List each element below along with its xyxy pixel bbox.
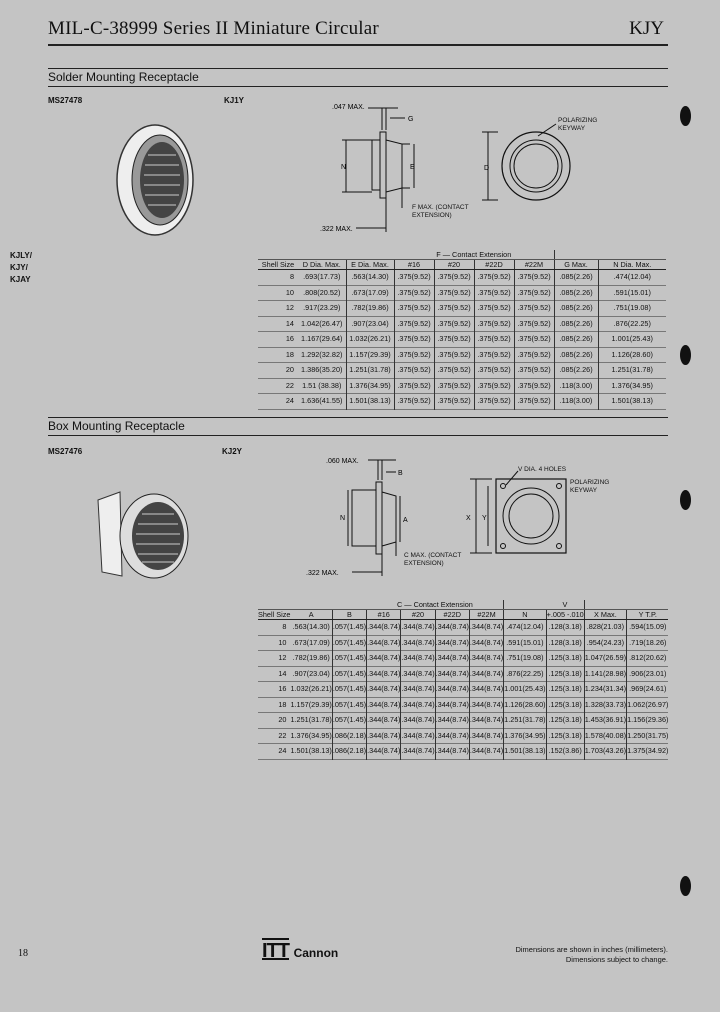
box-front-view-diagram <box>462 465 572 565</box>
column-header: Y T.P. <box>627 610 669 620</box>
shell-size-cell: 8 <box>282 622 287 631</box>
table-cell: .057(1.45) <box>332 666 366 682</box>
shell-size-cell: 10 <box>285 287 294 297</box>
table-cell: .344(8.74) <box>469 682 503 698</box>
table-cell: 1.453(36.91) <box>584 713 626 729</box>
column-header: N <box>504 610 546 620</box>
shell-size-cell: 8 <box>289 272 294 281</box>
binder-hole <box>680 490 691 510</box>
table-cell: .344(8.74) <box>367 744 401 760</box>
table-cell: .907(23.04) <box>346 316 394 332</box>
table-cell: .375(9.52) <box>394 316 434 332</box>
section-rule-top <box>48 417 668 418</box>
table-cell: .375(9.52) <box>474 347 514 363</box>
table-cell: .128(3.18) <box>546 635 584 651</box>
shell-size-cell: 14 <box>285 318 294 328</box>
table-cell: .375(9.52) <box>474 316 514 332</box>
side-label: KJY/ <box>10 263 28 272</box>
table-cell: 1.001(25.43) <box>504 682 546 698</box>
solder-dimensions-table <box>258 250 666 410</box>
table-cell: .751(19.08) <box>504 651 546 667</box>
table-row <box>258 285 666 301</box>
mil-part-number: MS27478 <box>48 96 83 105</box>
n-label: N <box>340 515 346 522</box>
table-cell: .125(3.18) <box>546 651 584 667</box>
table-cell: .782(19.86) <box>290 651 332 667</box>
table-cell: 1.328(33.73) <box>584 697 626 713</box>
table-cell: .375(9.52) <box>394 332 434 348</box>
table-cell: .375(9.52) <box>514 394 554 410</box>
table-cell: .344(8.74) <box>435 744 469 760</box>
table-row <box>258 270 666 286</box>
table-cell: .344(8.74) <box>367 682 401 698</box>
a-label: A <box>403 517 408 524</box>
table-row <box>258 666 668 682</box>
table-cell: 1.042(26.47) <box>298 316 346 332</box>
table-cell: .344(8.74) <box>435 713 469 729</box>
table-cell: .375(9.52) <box>474 285 514 301</box>
brand-text: ITT <box>262 940 289 962</box>
table-cell: .812(20.62) <box>629 653 667 662</box>
table-row <box>258 682 668 698</box>
g-dim-label: .047 MAX. <box>332 104 365 111</box>
table-row <box>258 651 668 667</box>
table-cell: .906(23.01) <box>629 668 667 678</box>
table-cell: .344(8.74) <box>367 635 401 651</box>
table-cell: 1.376(34.95) <box>504 728 546 744</box>
table-cell: 1.376(34.95) <box>611 380 653 390</box>
table-cell: 1.156(29.36) <box>627 715 669 724</box>
table-cell: .344(8.74) <box>367 666 401 682</box>
series-code: KJY <box>629 18 664 39</box>
table-cell: .344(8.74) <box>435 666 469 682</box>
d-label: D <box>484 165 490 172</box>
table-cell: .375(9.52) <box>434 378 474 394</box>
table-row <box>258 301 666 317</box>
table-cell: .782(19.86) <box>346 301 394 317</box>
table-row <box>258 744 668 760</box>
binder-hole <box>680 106 691 126</box>
b-label: B <box>398 470 403 477</box>
f-group-header: F — Contact Extension <box>394 250 554 260</box>
table-cell: .375(9.52) <box>394 363 434 379</box>
table-cell: .057(1.45) <box>332 635 366 651</box>
table-cell: .375(9.52) <box>434 347 474 363</box>
table-cell: .375(9.52) <box>434 363 474 379</box>
table-cell: .673(17.09) <box>290 635 332 651</box>
table-cell: .375(9.52) <box>514 285 554 301</box>
table-cell: .751(19.08) <box>613 303 651 312</box>
itt-cannon-logo <box>262 940 338 963</box>
table-cell: .344(8.74) <box>435 635 469 651</box>
table-cell: .344(8.74) <box>435 697 469 713</box>
table-cell: .344(8.74) <box>401 697 435 713</box>
table-cell: .954(24.23) <box>584 635 626 651</box>
table-cell: .594(15.09) <box>629 622 667 631</box>
table-cell: .344(8.74) <box>435 651 469 667</box>
table-row <box>258 697 668 713</box>
table-cell: .057(1.45) <box>332 620 366 636</box>
table-cell: .085(2.26) <box>554 285 598 301</box>
connector-photo-solder <box>100 115 195 245</box>
table-cell: .057(1.45) <box>332 697 366 713</box>
bottom-dim-label: .322 MAX. <box>320 226 353 233</box>
table-cell: .719(18.26) <box>629 637 667 647</box>
model-number: KJ2Y <box>222 447 243 456</box>
table-cell: .375(9.52) <box>514 301 554 317</box>
table-cell: .344(8.74) <box>469 713 503 729</box>
g-label: G <box>408 116 414 123</box>
dimension-note-line1: Dimensions are shown in inches (millimeters). <box>515 945 668 954</box>
column-header: #22M <box>514 260 554 270</box>
table-cell: .876(22.25) <box>504 666 546 682</box>
mil-part-number: MS27476 <box>48 447 83 456</box>
table-cell: 1.001(25.43) <box>611 334 653 343</box>
column-header: X Max. <box>584 610 626 620</box>
shell-size-cell: 12 <box>278 653 287 662</box>
table-cell: .375(9.52) <box>394 347 434 363</box>
table-cell: .375(9.52) <box>394 270 434 286</box>
column-header: +.005 -.010 <box>546 610 584 619</box>
table-cell: 1.047(26.59) <box>584 651 626 667</box>
table-cell: .375(9.52) <box>474 394 514 410</box>
table-cell: .375(9.52) <box>434 270 474 286</box>
table-cell: 1.126(28.60) <box>504 697 546 713</box>
table-cell: 1.167(29.64) <box>298 332 346 348</box>
column-header: A <box>290 610 332 620</box>
table-cell: 1.578(40.08) <box>584 728 626 744</box>
table-cell: .344(8.74) <box>367 713 401 729</box>
table-cell: 1.292(32.82) <box>298 347 346 363</box>
column-header: Shell Size <box>258 260 298 270</box>
table-cell: .344(8.74) <box>401 651 435 667</box>
table-cell: .085(2.26) <box>554 301 598 317</box>
table-cell: .375(9.52) <box>474 363 514 379</box>
c-group-header: C — Contact Extension <box>367 600 504 610</box>
dimension-note-line2: Dimensions subject to change. <box>565 955 668 964</box>
table-cell: .375(9.52) <box>394 285 434 301</box>
column-header: B <box>332 610 366 620</box>
table-cell: .344(8.74) <box>435 682 469 698</box>
table-cell: .344(8.74) <box>469 620 503 636</box>
holes-note: V DIA. 4 HOLES <box>518 466 567 473</box>
table-cell: .086(2.18) <box>332 728 366 744</box>
table-cell: 1.032(26.21) <box>290 682 332 698</box>
table-cell: .125(3.18) <box>546 697 584 713</box>
f-note: F MAX. (CONTACT EXTENSION) <box>412 204 469 219</box>
page-number: 18 <box>18 948 28 959</box>
column-header: G Max. <box>554 260 598 270</box>
shell-size-cell: 20 <box>278 715 287 724</box>
table-cell: .344(8.74) <box>469 697 503 713</box>
table-cell: .375(9.52) <box>474 270 514 286</box>
table-cell: .591(15.01) <box>613 287 651 297</box>
table-cell: 1.141(28.98) <box>584 666 626 682</box>
table-cell: .375(9.52) <box>394 394 434 410</box>
table-cell: .375(9.52) <box>394 378 434 394</box>
table-row <box>258 347 666 363</box>
table-cell: .563(14.30) <box>346 270 394 286</box>
table-cell: 1.062(26.97) <box>627 699 669 709</box>
table-cell: .085(2.26) <box>554 363 598 379</box>
header-rule <box>48 44 668 46</box>
column-header: N Dia. Max. <box>598 260 666 270</box>
table-cell: 1.51 (38.38) <box>298 378 346 394</box>
table-cell: .085(2.26) <box>554 316 598 332</box>
table-cell: .086(2.18) <box>332 744 366 760</box>
table-cell: .474(12.04) <box>504 620 546 636</box>
table-cell: .344(8.74) <box>401 728 435 744</box>
b-dim-label: .060 MAX. <box>326 458 359 465</box>
table-row <box>258 728 668 744</box>
n-label: N <box>341 164 347 171</box>
table-cell: 1.157(29.39) <box>290 697 332 713</box>
shell-size-cell: 22 <box>285 380 294 390</box>
table-cell: .344(8.74) <box>367 620 401 636</box>
table-cell: .344(8.74) <box>401 682 435 698</box>
table-cell: .375(9.52) <box>514 270 554 286</box>
table-cell: .474(12.04) <box>613 272 651 281</box>
section-title-box: Box Mounting Receptacle <box>48 419 185 433</box>
table-cell: 1.501(38.13) <box>611 396 653 405</box>
column-header: Shell Size <box>258 610 291 619</box>
table-cell: .375(9.52) <box>394 301 434 317</box>
shell-size-cell: 10 <box>278 637 287 647</box>
table-cell: .969(24.61) <box>629 684 667 693</box>
side-labels <box>10 250 32 286</box>
table-cell: 1.501(38.13) <box>346 394 394 410</box>
table-cell: .085(2.26) <box>554 347 598 363</box>
table-cell: .375(9.52) <box>474 332 514 348</box>
table-cell: .344(8.74) <box>469 728 503 744</box>
column-header: #16 <box>394 260 434 270</box>
table-cell: 1.251(31.78) <box>611 365 653 374</box>
shell-size-cell: 12 <box>285 303 294 312</box>
table-cell: 1.251(31.78) <box>290 713 332 729</box>
table-row <box>258 363 666 379</box>
table-cell: .057(1.45) <box>332 651 366 667</box>
section-title-solder: Solder Mounting Receptacle <box>48 70 199 84</box>
table-cell: .344(8.74) <box>401 744 435 760</box>
binder-hole <box>680 345 691 365</box>
table-cell: .125(3.18) <box>546 666 584 682</box>
table-cell: .344(8.74) <box>401 635 435 651</box>
column-header: #20 <box>434 260 474 270</box>
table-cell: .375(9.52) <box>474 378 514 394</box>
column-header: #22D <box>435 610 469 620</box>
table-cell: .344(8.74) <box>469 744 503 760</box>
column-header: #22D <box>474 260 514 270</box>
section-rule-bottom <box>48 435 668 436</box>
table-cell: .876(22.25) <box>613 318 651 328</box>
table-cell: .344(8.74) <box>469 651 503 667</box>
table-row <box>258 394 666 410</box>
connector-photo-box <box>92 480 202 590</box>
table-cell: .828(21.03) <box>584 620 626 636</box>
table-cell: .693(17.73) <box>298 270 346 286</box>
shell-size-cell: 24 <box>285 396 294 405</box>
table-row <box>258 332 666 348</box>
table-cell: 1.376(34.95) <box>346 378 394 394</box>
table-cell: .057(1.45) <box>332 713 366 729</box>
shell-size-cell: 18 <box>285 349 294 359</box>
dimension-note <box>515 945 668 965</box>
c-note: C MAX. (CONTACT EXTENSION) <box>404 552 462 567</box>
binder-hole <box>680 876 691 896</box>
shell-size-cell: 24 <box>278 746 287 755</box>
table-cell: .375(9.52) <box>434 301 474 317</box>
table-cell: 1.251(31.78) <box>346 363 394 379</box>
table-cell: .057(1.45) <box>332 682 366 698</box>
table-cell: 1.234(31.34) <box>584 682 626 698</box>
table-cell: .375(9.52) <box>514 378 554 394</box>
table-cell: .118(3.00) <box>554 394 598 410</box>
table-cell: .907(23.04) <box>290 666 332 682</box>
table-cell: .344(8.74) <box>367 697 401 713</box>
brand-sub-text: Cannon <box>293 946 339 960</box>
table-cell: .375(9.52) <box>514 316 554 332</box>
table-cell: .917(23.29) <box>298 301 346 317</box>
table-cell: .375(9.52) <box>434 316 474 332</box>
table-cell: .344(8.74) <box>367 651 401 667</box>
column-header: D Dia. Max. <box>298 260 346 270</box>
shell-size-cell: 14 <box>278 668 287 678</box>
keyway-note-1: POLARIZING KEYWAY <box>558 117 598 132</box>
shell-size-cell: 16 <box>285 334 294 343</box>
table-cell: .375(9.52) <box>434 394 474 410</box>
table-row <box>258 713 668 729</box>
table-cell: .375(9.52) <box>434 285 474 301</box>
table-cell: .808(20.52) <box>298 285 346 301</box>
column-header: #20 <box>401 610 435 620</box>
table-cell: 1.376(34.95) <box>290 728 332 744</box>
table-cell: .344(8.74) <box>401 713 435 729</box>
column-header: E Dia. Max. <box>346 260 394 270</box>
table-cell: 1.501(38.13) <box>504 744 546 760</box>
shell-size-cell: 16 <box>278 684 287 693</box>
table-cell: 1.251(31.78) <box>504 713 546 729</box>
table-row <box>258 378 666 394</box>
table-cell: .563(14.30) <box>290 620 332 636</box>
table-cell: .118(3.00) <box>554 378 598 394</box>
table-cell: .375(9.52) <box>514 347 554 363</box>
table-cell: 1.386(35.20) <box>298 363 346 379</box>
shell-size-cell: 18 <box>278 699 287 709</box>
table-cell: .344(8.74) <box>435 620 469 636</box>
table-cell: .375(9.52) <box>474 301 514 317</box>
table-cell: .085(2.26) <box>554 332 598 348</box>
table-cell: 1.703(43.26) <box>584 744 626 760</box>
section-rule-top <box>48 68 668 69</box>
model-number: KJ1Y <box>224 96 245 105</box>
table-cell: 1.636(41.55) <box>298 394 346 410</box>
table-cell: .344(8.74) <box>367 728 401 744</box>
table-cell: .344(8.74) <box>469 635 503 651</box>
table-cell: .125(3.18) <box>546 713 584 729</box>
table-cell: 1.375(34.92) <box>627 746 669 755</box>
table-cell: .128(3.18) <box>546 620 584 636</box>
table-cell: .344(8.74) <box>435 728 469 744</box>
box-dimensions-table <box>258 600 668 760</box>
side-label: KJAY <box>10 275 31 284</box>
x-label: X <box>466 515 471 522</box>
table-cell: 1.501(38.13) <box>290 744 332 760</box>
column-header: #16 <box>367 610 401 620</box>
table-cell: .344(8.74) <box>401 666 435 682</box>
v-header: V <box>546 600 584 610</box>
table-cell: .085(2.26) <box>554 270 598 286</box>
y-label: Y <box>482 515 487 522</box>
table-cell: .673(17.09) <box>346 285 394 301</box>
table-cell: .152(3.86) <box>546 744 584 760</box>
table-row <box>258 620 668 636</box>
e-label: E <box>410 164 415 171</box>
table-cell: 1.250(31.75) <box>627 730 669 740</box>
table-cell: .344(8.74) <box>401 620 435 636</box>
shell-size-cell: 20 <box>285 365 294 374</box>
shell-size-cell: 22 <box>278 730 287 740</box>
table-cell: .375(9.52) <box>514 363 554 379</box>
side-label: KJLY/ <box>10 251 32 260</box>
section-rule-bottom <box>48 86 668 87</box>
table-cell: .591(15.01) <box>504 635 546 651</box>
table-cell: .375(9.52) <box>514 332 554 348</box>
table-cell: 1.032(26.21) <box>346 332 394 348</box>
table-cell: 1.126(28.60) <box>611 349 653 359</box>
bottom-dim-label: .322 MAX. <box>306 570 339 577</box>
column-header: #22M <box>469 610 503 620</box>
keyway-note-2: POLARIZING KEYWAY <box>570 479 610 494</box>
page-title: MIL-C-38999 Series II Miniature Circular <box>48 18 379 39</box>
table-row <box>258 316 666 332</box>
table-cell: .125(3.18) <box>546 728 584 744</box>
table-row <box>258 635 668 651</box>
table-cell: .125(3.18) <box>546 682 584 698</box>
table-cell: .344(8.74) <box>469 666 503 682</box>
table-cell: .375(9.52) <box>434 332 474 348</box>
table-cell: 1.157(29.39) <box>346 347 394 363</box>
